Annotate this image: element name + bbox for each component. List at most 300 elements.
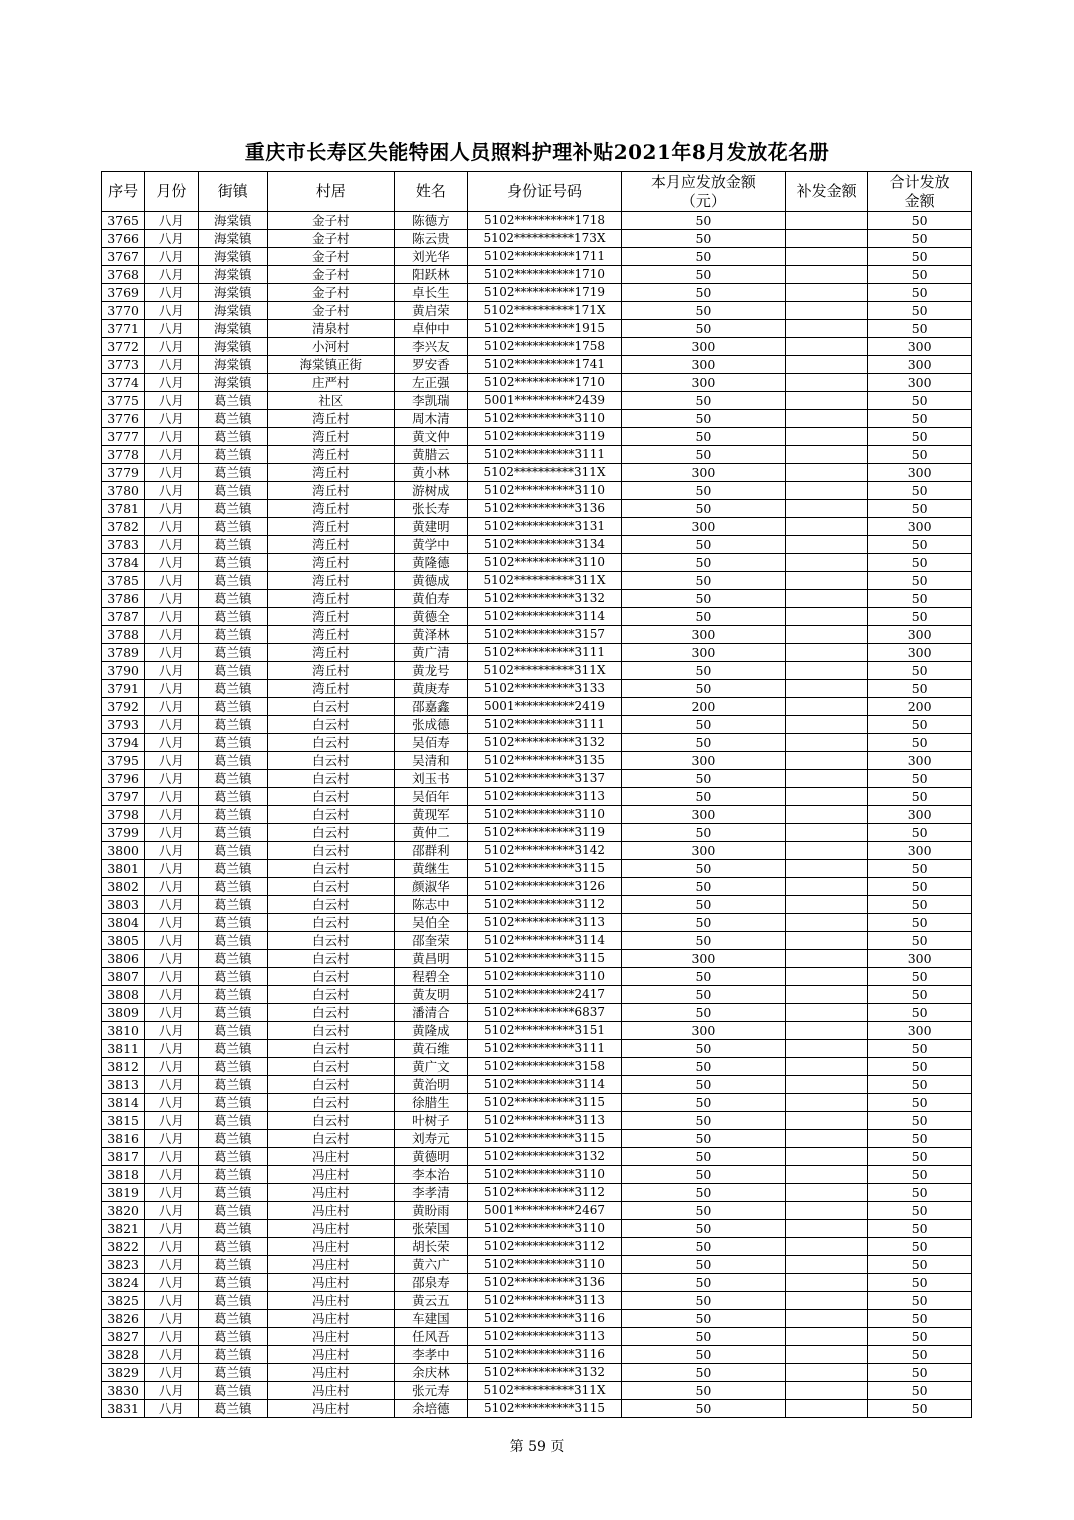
header-month: 月份 [145,172,198,212]
header-town: 街镇 [198,172,267,212]
cell-seq: 3829 [102,1364,145,1382]
cell-month: 八月 [145,1274,198,1292]
cell-id-number: 5102**********3132 [468,1364,622,1382]
cell-name: 张成德 [394,716,467,734]
cell-monthly-amount: 50 [621,914,785,932]
cell-month: 八月 [145,1382,198,1400]
cell-supplement-amount [785,896,867,914]
cell-seq: 3781 [102,500,145,518]
cell-seq: 3831 [102,1400,145,1418]
cell-seq: 3821 [102,1220,145,1238]
cell-town: 海棠镇 [198,230,267,248]
cell-seq: 3769 [102,284,145,302]
cell-village: 庄严村 [267,374,394,392]
cell-village: 湾丘村 [267,590,394,608]
cell-monthly-amount: 50 [621,716,785,734]
cell-village: 冯庄村 [267,1202,394,1220]
cell-supplement-amount [785,356,867,374]
cell-total-amount: 50 [868,770,972,788]
cell-supplement-amount [785,806,867,824]
cell-month: 八月 [145,536,198,554]
cell-name: 张长寿 [394,500,467,518]
table-row [102,662,972,680]
table-row [102,734,972,752]
table-row [102,1346,972,1364]
cell-supplement-amount [785,1112,867,1130]
cell-supplement-amount [785,284,867,302]
cell-seq: 3813 [102,1076,145,1094]
cell-id-number: 5102**********6837 [468,1004,622,1022]
cell-total-amount: 300 [868,626,972,644]
header-supplement-amount: 补发金额 [785,172,867,212]
cell-name: 黄启荣 [394,302,467,320]
cell-town: 葛兰镇 [198,446,267,464]
cell-seq: 3810 [102,1022,145,1040]
cell-seq: 3817 [102,1148,145,1166]
header-monthly-amount: 本月应发放金额 （元） [621,172,785,212]
cell-seq: 3782 [102,518,145,536]
cell-id-number: 5102**********3119 [468,824,622,842]
cell-total-amount: 50 [868,410,972,428]
cell-total-amount: 300 [868,374,972,392]
cell-id-number: 5102**********3110 [468,1256,622,1274]
cell-id-number: 5102**********1718 [468,212,622,230]
cell-name: 余培德 [394,1400,467,1418]
cell-seq: 3773 [102,356,145,374]
cell-total-amount: 50 [868,590,972,608]
cell-id-number: 5102**********3136 [468,1274,622,1292]
cell-town: 葛兰镇 [198,1256,267,1274]
cell-seq: 3808 [102,986,145,1004]
table-row [102,482,972,500]
cell-month: 八月 [145,824,198,842]
cell-month: 八月 [145,1256,198,1274]
header-total-amount: 合计发放 金额 [868,172,972,212]
cell-total-amount: 50 [868,608,972,626]
cell-month: 八月 [145,1328,198,1346]
cell-monthly-amount: 50 [621,1274,785,1292]
cell-village: 白云村 [267,896,394,914]
cell-total-amount: 50 [868,1400,972,1418]
cell-seq: 3818 [102,1166,145,1184]
cell-total-amount: 50 [868,932,972,950]
cell-month: 八月 [145,932,198,950]
cell-total-amount: 50 [868,1094,972,1112]
cell-name: 罗安香 [394,356,467,374]
cell-village: 白云村 [267,950,394,968]
cell-village: 白云村 [267,878,394,896]
cell-total-amount: 50 [868,968,972,986]
cell-village: 白云村 [267,986,394,1004]
table-row [102,410,972,428]
cell-supplement-amount [785,1328,867,1346]
cell-name: 黄德明 [394,1148,467,1166]
cell-month: 八月 [145,914,198,932]
cell-village: 湾丘村 [267,554,394,572]
cell-id-number: 5001**********2467 [468,1202,622,1220]
cell-town: 葛兰镇 [198,1076,267,1094]
cell-month: 八月 [145,680,198,698]
cell-month: 八月 [145,662,198,680]
cell-seq: 3774 [102,374,145,392]
table-row [102,428,972,446]
cell-month: 八月 [145,500,198,518]
cell-total-amount: 50 [868,212,972,230]
cell-name: 黄隆成 [394,1022,467,1040]
cell-month: 八月 [145,518,198,536]
cell-month: 八月 [145,266,198,284]
cell-seq: 3811 [102,1040,145,1058]
cell-name: 黄小林 [394,464,467,482]
table-row [102,1130,972,1148]
cell-id-number: 5102**********3115 [468,1400,622,1418]
cell-seq: 3816 [102,1130,145,1148]
cell-month: 八月 [145,1040,198,1058]
cell-month: 八月 [145,410,198,428]
cell-supplement-amount [785,1400,867,1418]
cell-id-number: 5102**********3116 [468,1346,622,1364]
cell-id-number: 5102**********1711 [468,248,622,266]
cell-month: 八月 [145,428,198,446]
cell-month: 八月 [145,1112,198,1130]
table-row [102,1184,972,1202]
cell-name: 车建国 [394,1310,467,1328]
cell-id-number: 5102**********3111 [468,1040,622,1058]
cell-id-number: 5102**********3114 [468,932,622,950]
table-row [102,950,972,968]
cell-monthly-amount: 50 [621,284,785,302]
cell-name: 黄建明 [394,518,467,536]
cell-village: 冯庄村 [267,1166,394,1184]
roster-table [101,171,972,1418]
cell-name: 李孝清 [394,1184,467,1202]
cell-village: 湾丘村 [267,446,394,464]
cell-monthly-amount: 300 [621,626,785,644]
cell-seq: 3830 [102,1382,145,1400]
cell-seq: 3825 [102,1292,145,1310]
cell-monthly-amount: 50 [621,608,785,626]
cell-name: 黄学中 [394,536,467,554]
cell-id-number: 5102**********171X [468,302,622,320]
table-row [102,680,972,698]
cell-id-number: 5102**********3131 [468,518,622,536]
cell-month: 八月 [145,950,198,968]
cell-supplement-amount [785,230,867,248]
cell-name: 阳跃林 [394,266,467,284]
cell-month: 八月 [145,1022,198,1040]
cell-monthly-amount: 300 [621,950,785,968]
cell-supplement-amount [785,1220,867,1238]
cell-village: 白云村 [267,1022,394,1040]
cell-month: 八月 [145,284,198,302]
cell-name: 黄昌明 [394,950,467,968]
cell-total-amount: 50 [868,302,972,320]
cell-supplement-amount [785,1274,867,1292]
cell-monthly-amount: 50 [621,788,785,806]
cell-month: 八月 [145,464,198,482]
cell-id-number: 5102**********311X [468,1382,622,1400]
cell-id-number: 5102**********3126 [468,878,622,896]
cell-seq: 3768 [102,266,145,284]
cell-total-amount: 50 [868,1004,972,1022]
cell-town: 葛兰镇 [198,968,267,986]
cell-name: 黄龙号 [394,662,467,680]
cell-month: 八月 [145,608,198,626]
table-row [102,1094,972,1112]
cell-town: 葛兰镇 [198,644,267,662]
cell-total-amount: 50 [868,734,972,752]
table-row [102,1256,972,1274]
cell-seq: 3776 [102,410,145,428]
cell-supplement-amount [785,554,867,572]
cell-village: 白云村 [267,1004,394,1022]
cell-seq: 3771 [102,320,145,338]
cell-name: 张荣国 [394,1220,467,1238]
cell-town: 葛兰镇 [198,914,267,932]
table-row [102,554,972,572]
cell-month: 八月 [145,1166,198,1184]
table-row [102,1238,972,1256]
table-row [102,644,972,662]
cell-supplement-amount [785,788,867,806]
table-row [102,1292,972,1310]
cell-name: 黄腊云 [394,446,467,464]
cell-monthly-amount: 50 [621,212,785,230]
cell-monthly-amount: 50 [621,1148,785,1166]
cell-supplement-amount [785,770,867,788]
cell-town: 葛兰镇 [198,590,267,608]
cell-total-amount: 50 [868,1364,972,1382]
cell-total-amount: 300 [868,644,972,662]
cell-name: 黄广清 [394,644,467,662]
cell-seq: 3795 [102,752,145,770]
cell-total-amount: 50 [868,878,972,896]
cell-seq: 3827 [102,1328,145,1346]
cell-monthly-amount: 300 [621,644,785,662]
cell-name: 黄庚寿 [394,680,467,698]
table-row [102,572,972,590]
cell-seq: 3798 [102,806,145,824]
table-row [102,968,972,986]
cell-village: 湾丘村 [267,410,394,428]
table-row [102,248,972,266]
cell-supplement-amount [785,1094,867,1112]
cell-town: 葛兰镇 [198,932,267,950]
cell-name: 游树成 [394,482,467,500]
cell-town: 海棠镇 [198,248,267,266]
cell-seq: 3793 [102,716,145,734]
cell-supplement-amount [785,626,867,644]
table-row [102,1220,972,1238]
cell-town: 葛兰镇 [198,1310,267,1328]
cell-seq: 3790 [102,662,145,680]
cell-total-amount: 300 [868,950,972,968]
table-row [102,1022,972,1040]
cell-town: 海棠镇 [198,356,267,374]
cell-id-number: 5102**********3151 [468,1022,622,1040]
cell-supplement-amount [785,1256,867,1274]
cell-supplement-amount [785,536,867,554]
cell-monthly-amount: 300 [621,338,785,356]
cell-village: 金子村 [267,248,394,266]
cell-id-number: 5102**********3110 [468,806,622,824]
cell-total-amount: 50 [868,1220,972,1238]
cell-name: 吴佰寿 [394,734,467,752]
cell-id-number: 5102**********3133 [468,680,622,698]
cell-id-number: 5102**********3116 [468,1310,622,1328]
cell-total-amount: 50 [868,662,972,680]
cell-name: 程碧全 [394,968,467,986]
cell-month: 八月 [145,644,198,662]
cell-id-number: 5102**********311X [468,662,622,680]
cell-town: 葛兰镇 [198,1274,267,1292]
cell-supplement-amount [785,914,867,932]
cell-village: 白云村 [267,752,394,770]
cell-total-amount: 50 [868,1274,972,1292]
cell-name: 黄友明 [394,986,467,1004]
cell-month: 八月 [145,1094,198,1112]
table-row [102,284,972,302]
cell-total-amount: 50 [868,1310,972,1328]
cell-town: 葛兰镇 [198,1148,267,1166]
cell-village: 海棠镇正街 [267,356,394,374]
cell-id-number: 5102**********1915 [468,320,622,338]
table-header-row [102,172,972,212]
cell-name: 刘寿元 [394,1130,467,1148]
cell-town: 葛兰镇 [198,500,267,518]
cell-month: 八月 [145,356,198,374]
cell-village: 冯庄村 [267,1346,394,1364]
cell-id-number: 5102**********3113 [468,1328,622,1346]
cell-town: 葛兰镇 [198,806,267,824]
cell-id-number: 5102**********3110 [468,482,622,500]
table-row [102,374,972,392]
table-row [102,1004,972,1022]
cell-total-amount: 50 [868,1382,972,1400]
cell-seq: 3802 [102,878,145,896]
cell-name: 黄文仲 [394,428,467,446]
header-seq: 序号 [102,172,145,212]
cell-seq: 3803 [102,896,145,914]
cell-id-number: 5102**********3136 [468,500,622,518]
cell-town: 葛兰镇 [198,1346,267,1364]
cell-seq: 3805 [102,932,145,950]
cell-town: 海棠镇 [198,302,267,320]
cell-month: 八月 [145,338,198,356]
cell-supplement-amount [785,1346,867,1364]
cell-name: 黄广文 [394,1058,467,1076]
table-row [102,518,972,536]
cell-id-number: 5102**********1710 [468,266,622,284]
cell-seq: 3766 [102,230,145,248]
cell-month: 八月 [145,590,198,608]
cell-seq: 3794 [102,734,145,752]
cell-id-number: 5102**********3115 [468,1094,622,1112]
cell-id-number: 5102**********2417 [468,986,622,1004]
cell-village: 冯庄村 [267,1148,394,1166]
cell-supplement-amount [785,878,867,896]
cell-town: 葛兰镇 [198,734,267,752]
cell-monthly-amount: 300 [621,1022,785,1040]
cell-supplement-amount [785,860,867,878]
cell-month: 八月 [145,788,198,806]
table-row [102,464,972,482]
cell-month: 八月 [145,1130,198,1148]
cell-month: 八月 [145,1184,198,1202]
cell-supplement-amount [785,320,867,338]
cell-total-amount: 300 [868,518,972,536]
cell-village: 湾丘村 [267,626,394,644]
cell-id-number: 5102**********1758 [468,338,622,356]
cell-monthly-amount: 300 [621,374,785,392]
cell-monthly-amount: 50 [621,662,785,680]
cell-monthly-amount: 50 [621,1112,785,1130]
table-row [102,716,972,734]
cell-total-amount: 50 [868,1184,972,1202]
cell-monthly-amount: 50 [621,536,785,554]
cell-name: 余庆林 [394,1364,467,1382]
cell-town: 葛兰镇 [198,1364,267,1382]
table-row [102,1364,972,1382]
cell-monthly-amount: 50 [621,320,785,338]
cell-month: 八月 [145,1346,198,1364]
cell-town: 葛兰镇 [198,752,267,770]
cell-village: 清泉村 [267,320,394,338]
cell-town: 葛兰镇 [198,770,267,788]
cell-village: 冯庄村 [267,1220,394,1238]
cell-monthly-amount: 50 [621,1400,785,1418]
table-row [102,878,972,896]
cell-monthly-amount: 50 [621,410,785,428]
cell-total-amount: 50 [868,446,972,464]
cell-town: 葛兰镇 [198,392,267,410]
cell-supplement-amount [785,302,867,320]
cell-supplement-amount [785,446,867,464]
cell-total-amount: 50 [868,986,972,1004]
cell-seq: 3797 [102,788,145,806]
cell-seq: 3820 [102,1202,145,1220]
cell-name: 胡长荣 [394,1238,467,1256]
cell-supplement-amount [785,212,867,230]
table-row [102,860,972,878]
cell-supplement-amount [785,428,867,446]
cell-supplement-amount [785,968,867,986]
cell-id-number: 5102**********3110 [468,554,622,572]
cell-monthly-amount: 50 [621,932,785,950]
cell-total-amount: 50 [868,1040,972,1058]
cell-id-number: 5102**********3110 [468,1220,622,1238]
cell-supplement-amount [785,1166,867,1184]
cell-monthly-amount: 50 [621,860,785,878]
cell-supplement-amount [785,680,867,698]
cell-name: 颜淑华 [394,878,467,896]
cell-total-amount: 50 [868,482,972,500]
cell-seq: 3804 [102,914,145,932]
cell-town: 葛兰镇 [198,1058,267,1076]
cell-village: 冯庄村 [267,1238,394,1256]
cell-monthly-amount: 50 [621,1058,785,1076]
cell-town: 葛兰镇 [198,554,267,572]
cell-seq: 3785 [102,572,145,590]
cell-supplement-amount [785,1310,867,1328]
cell-id-number: 5102**********1741 [468,356,622,374]
cell-total-amount: 50 [868,680,972,698]
cell-id-number: 5102**********3112 [468,1184,622,1202]
cell-month: 八月 [145,212,198,230]
cell-total-amount: 50 [868,230,972,248]
cell-name: 吴清和 [394,752,467,770]
cell-village: 湾丘村 [267,482,394,500]
